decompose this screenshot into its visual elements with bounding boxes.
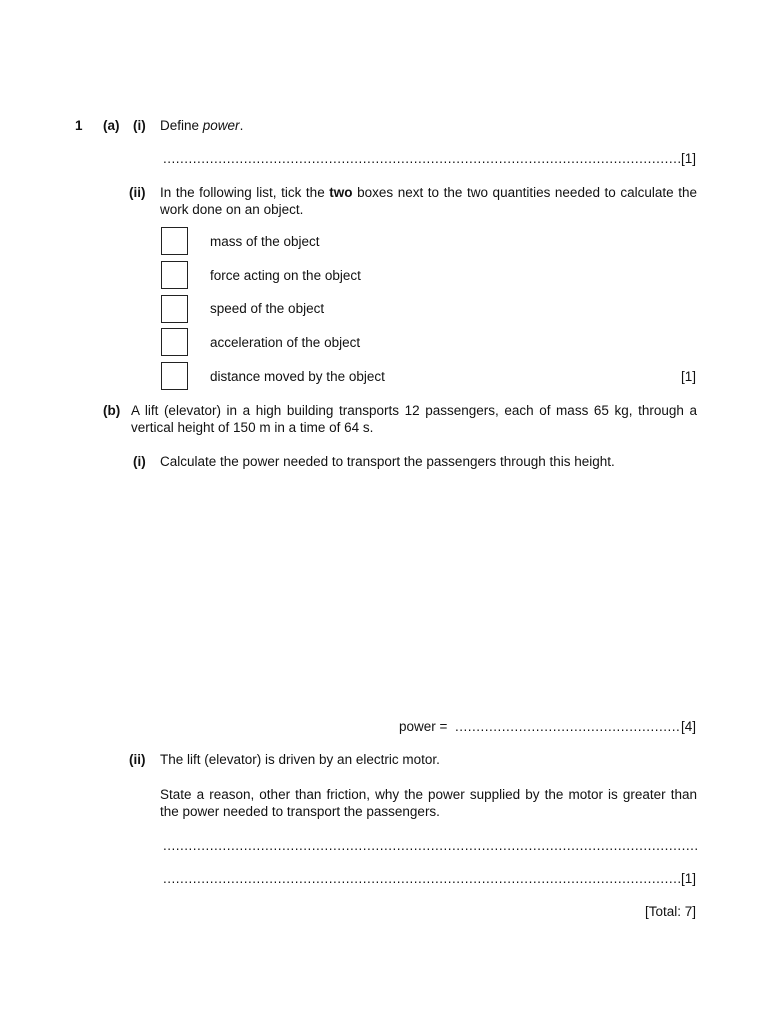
part-b-ii-statement: The lift (elevator) is driven by an electric motor. [160,752,440,767]
part-b-i-label: (i) [133,454,146,469]
part-b-ii-prompt: State a reason, other than friction, why the power supplied by the motor is greater than the power needed to transport the passengers. [160,787,697,819]
marks-a-i: [1] [681,151,697,166]
question-number: 1 [75,118,83,133]
prompt-italic-term: power [202,118,240,133]
total-marks: [Total: 7] [645,904,697,919]
prompt-text: In the following list, tick the [160,185,330,200]
prompt-punctuation: . [239,118,244,133]
tick-box-distance[interactable] [161,362,188,390]
part-b-i-prompt: Calculate the power needed to transport the passengers through this height. [160,454,615,469]
tick-box-force[interactable] [161,261,188,289]
tick-box-acceleration[interactable] [161,328,188,356]
option-acceleration: acceleration of the object [210,335,361,350]
answer-line-b-ii-2[interactable] [163,871,680,886]
prompt-text: Define [160,118,203,133]
power-answer-label: power = [399,719,448,734]
tick-box-speed[interactable] [161,295,188,323]
part-b-label: (b) [103,403,121,418]
part-a-i-label: (i) [133,118,146,133]
prompt-bold-word: two [329,185,353,200]
tick-box-mass[interactable] [161,227,188,255]
part-b-ii-label: (ii) [129,752,146,767]
answer-line-a-i[interactable] [163,151,680,166]
part-b-stem: A lift (elevator) in a high building transports 12 passengers, each of mass 65 kg, through a vertical height of 150 m in a time of 64 s. [131,403,697,435]
part-a-label: (a) [103,118,120,133]
option-distance: distance moved by the object [210,369,385,384]
working-space[interactable] [160,478,697,708]
part-a-ii-prompt [160,184,697,218]
option-force: force acting on the object [210,268,361,283]
answer-line-b-ii-1[interactable] [163,838,697,853]
marks-b-i: [4] [681,719,697,734]
option-speed: speed of the object [210,301,325,316]
part-a-ii-label: (ii) [129,185,146,200]
marks-b-ii: [1] [681,871,697,886]
part-a-i-prompt [160,118,243,133]
prompt-text-continued: boxes next to the two quantities needed to calculate the work done on an object. [160,185,698,217]
power-answer-line[interactable] [455,719,680,734]
marks-a-ii: [1] [681,369,697,384]
option-mass: mass of the object [210,234,320,249]
